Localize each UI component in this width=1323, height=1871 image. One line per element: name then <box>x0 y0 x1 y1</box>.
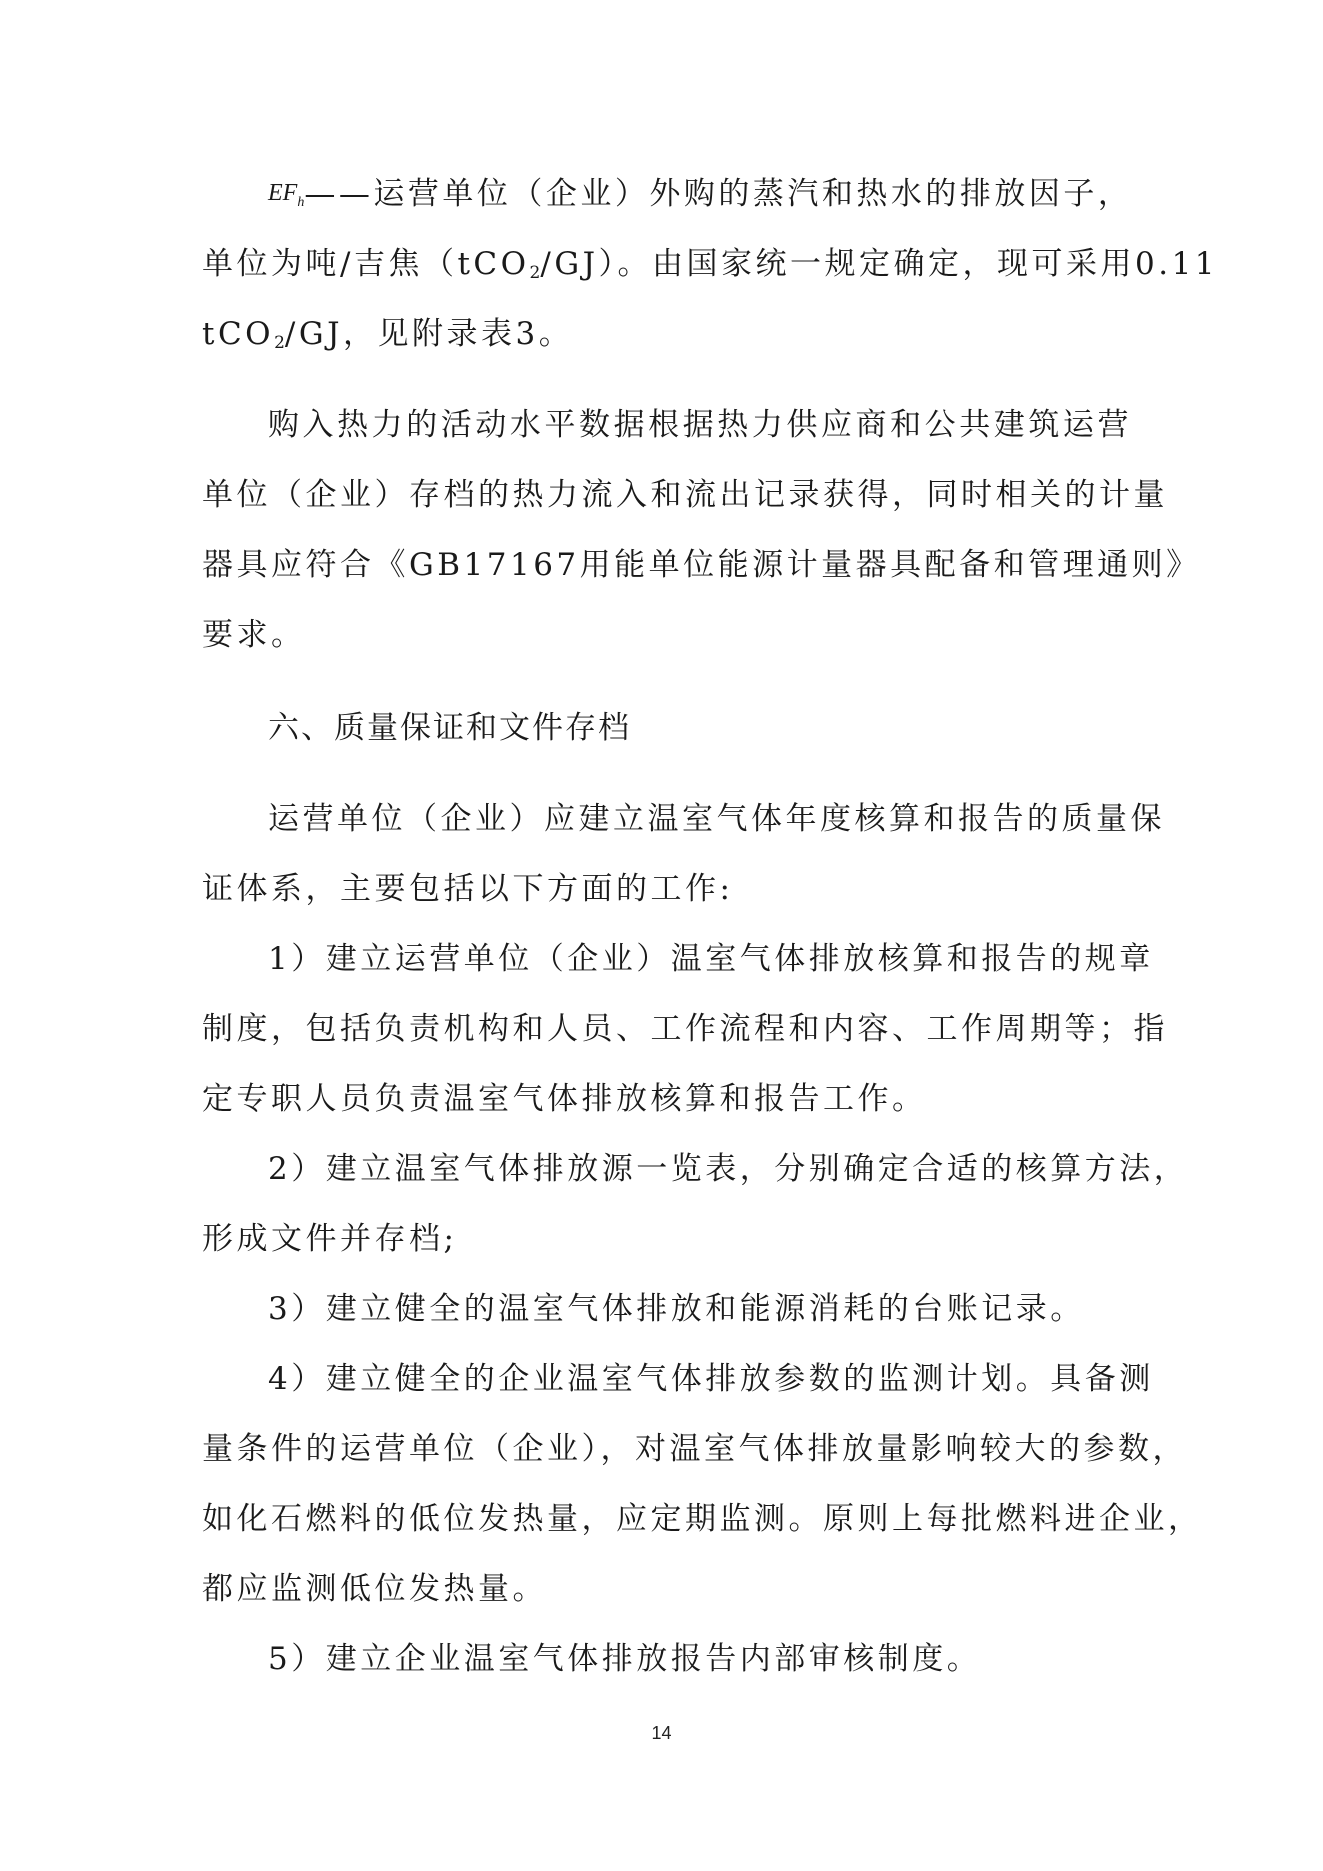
item-4-line-4: 都应监测低位发热量。 <box>202 1571 547 1607</box>
item-5-line-1: 5）建立企业温室气体排放报告内部审核制度。 <box>268 1641 982 1677</box>
heat-paragraph-line-3: 器具应符合《GB17167用能单位能源计量器具配备和管理通则》 <box>202 547 1201 583</box>
ef-definition-line-3: tCO$_2$/GJ，见附录表3。 <box>202 316 574 353</box>
item-1-line-1: 1）建立运营单位（企业）温室气体排放核算和报告的规章 <box>268 941 1154 977</box>
item-2-line-2: 形成文件并存档; <box>202 1221 458 1257</box>
qa-paragraph-line-2: 证体系，主要包括以下方面的工作: <box>202 871 734 907</box>
ef-definition-line-1: $EF_h——$运营单位（企业）外购的蒸汽和热水的排放因子， <box>268 176 1133 212</box>
item-1-line-3: 定专职人员负责温室气体排放核算和报告工作。 <box>202 1081 927 1117</box>
heat-paragraph-line-4: 要求。 <box>202 617 306 653</box>
heat-paragraph-line-1: 购入热力的活动水平数据根据热力供应商和公共建筑运营 <box>268 407 1132 443</box>
ef-definition-line-2: 单位为吨/吉焦（tCO$_2$/GJ）。由国家统一规定确定，现可采用0.11 <box>202 246 1219 283</box>
item-4-line-2: 量条件的运营单位（企业），对温室气体排放量影响较大的参数， <box>202 1431 1187 1467</box>
page-number: 14 <box>651 1723 672 1743</box>
qa-paragraph-line-1: 运营单位（企业）应建立温室气体年度核算和报告的质量保 <box>268 801 1165 837</box>
item-4-line-1: 4）建立健全的企业温室气体排放参数的监测计划。具备测 <box>268 1361 1154 1397</box>
heat-paragraph-line-2: 单位（企业）存档的热力流入和流出记录获得，同时相关的计量 <box>202 477 1168 513</box>
item-2-line-1: 2）建立温室气体排放源一览表，分别确定合适的核算方法， <box>268 1151 1189 1187</box>
section-heading: 六、质量保证和文件存档 <box>268 710 631 746</box>
ef-symbol: $EF_h$ <box>268 180 305 210</box>
item-1-line-2: 制度，包括负责机构和人员、工作流程和内容、工作周期等；指 <box>202 1011 1168 1047</box>
item-4-line-3: 如化石燃料的低位发热量，应定期监测。原则上每批燃料进企业， <box>202 1501 1203 1537</box>
item-3-line-1: 3）建立健全的温室气体排放和能源消耗的台账记录。 <box>268 1291 1085 1327</box>
